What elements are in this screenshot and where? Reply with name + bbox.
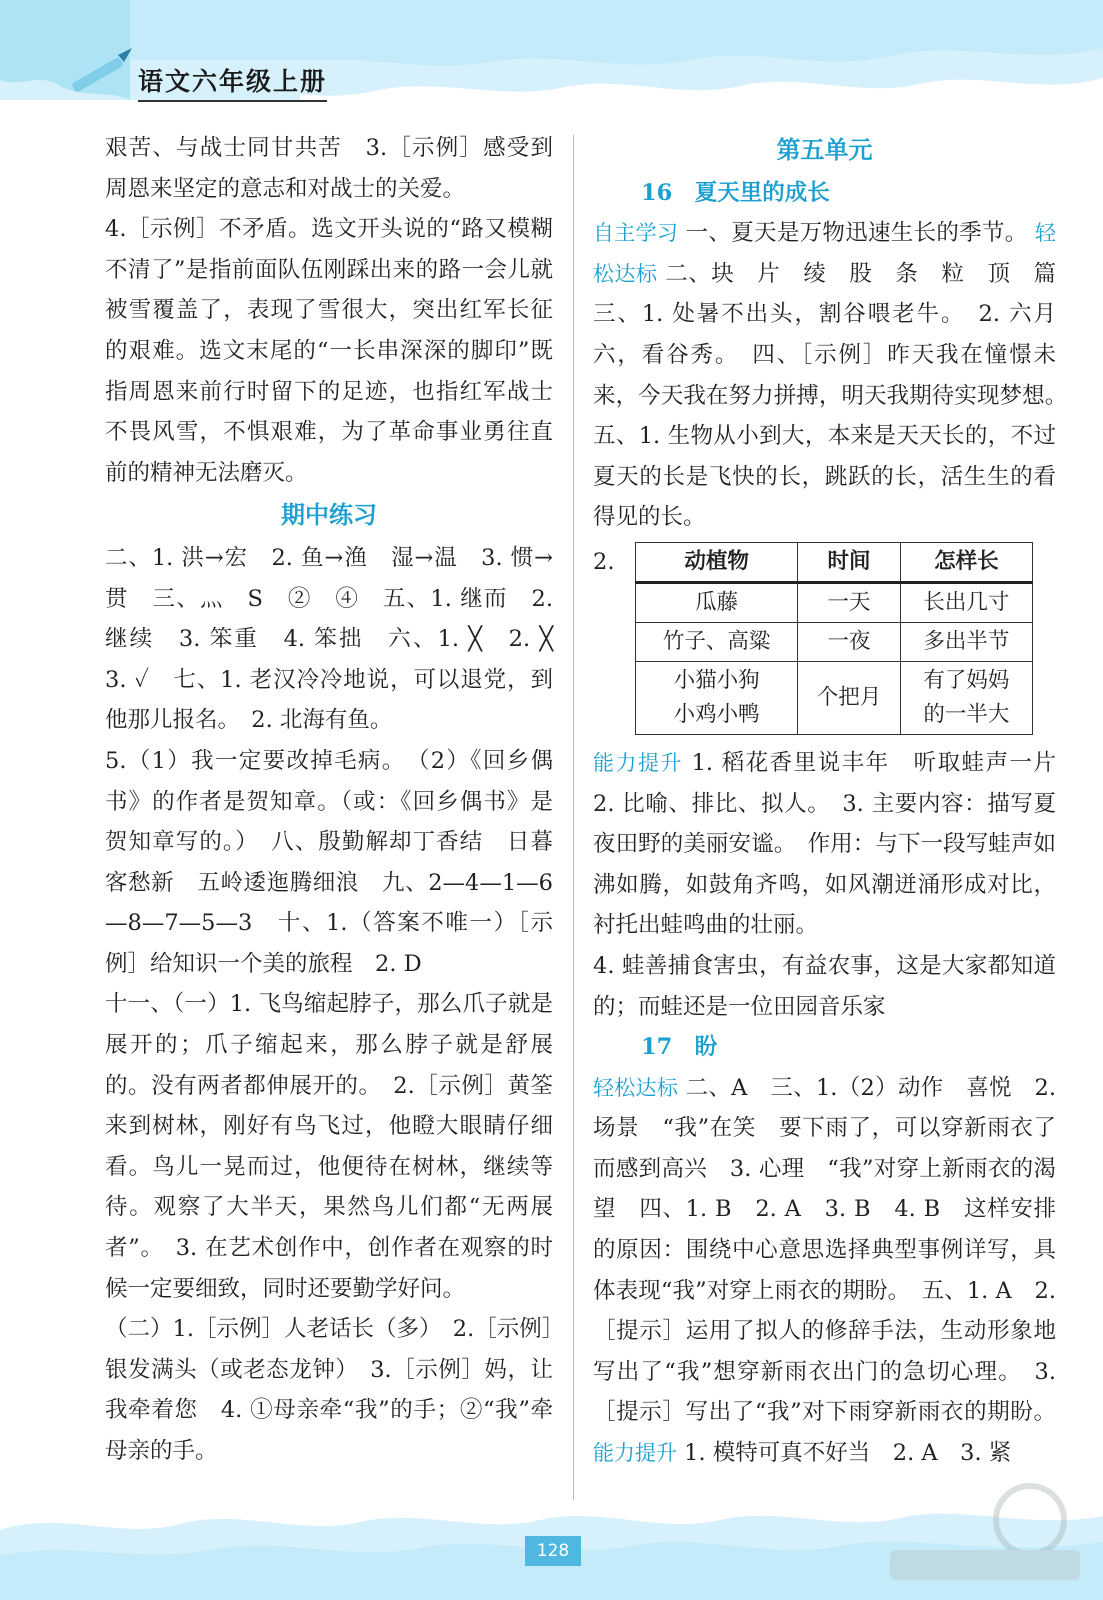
lesson-title: 16 夏天里的成长 — [641, 179, 830, 206]
answer-paragraph: 能力提升 1. 稻花香里说丰年 听取蛙声一片 2. 比喻、排比、拟人。 3. 主要内容：描写夏夜田野的美丽安谧。 作用：与下一段写蛙声如沸如腾，如鼓角齐鸣，如风潮迸涌形成对比，衬托出蛙鸣曲的壮丽。 — [593, 749, 1079, 939]
book-title: 语文六年级上册 — [138, 62, 327, 102]
table-header: 怎样长 — [900, 542, 1032, 582]
table-row: 竹子、高粱 一夜 多出半节 — [636, 622, 1033, 661]
left-column — [105, 128, 576, 1472]
answer-paragraph: 二、1. 洪→宏 2. 鱼→渔 湿→温 3. 惯→贯 三、灬 S ② ④ 五、1. 继而 2. 继续 3. 笨重 4. 笨拙 六、1. ╳ 2. ╳ 3. ✓ 七、1. 老汉冷冷地说，可以退党，到他那儿报名。 2. 北海有鱼。 — [105, 544, 576, 734]
tag-easy-target: 轻松达标 — [593, 1075, 679, 1100]
table-header: 时间 — [798, 542, 900, 582]
question-number: 2. — [593, 548, 615, 575]
page-number: 128 — [525, 1536, 581, 1566]
right-column — [593, 128, 1079, 1474]
table-header: 动植物 — [636, 542, 798, 582]
answer-paragraph: 十一、（一）1. 飞鸟缩起脖子，那么爪子就是展开的；爪子缩起来，那么脖子就是舒展的。没有两者都伸展开的。 2.［示例］黄筌来到树林，刚好有鸟飞过，他瞪大眼睛仔细看。鸟儿一晃而过，他便待在树林，继续等待。观察了大半天，果然鸟儿们都“无两展者”。 3. 在艺术创作中，创作者在观察的时候一定要细致，同时还要勤学好问。 — [105, 991, 553, 1302]
lesson-title: 17 盼 — [641, 1034, 718, 1061]
section-title: 期中练习 — [281, 500, 377, 530]
tag-self-study: 自主学习 — [593, 221, 679, 246]
answer-paragraph: 4.［示例］不矛盾。选文开头说的“路又模糊不清了”是指前面队伍刚踩出来的路一会儿就被雪覆盖了，表现了雪很大，突出红军长征的艰难。选文末尾的“一长串深深的脚印”既指周恩来前行时留下的足迹，也指红军战士不畏风雪，不惧艰难，为了革命事业勇往直前的精神无法磨灭。 — [105, 216, 553, 486]
growth-table — [635, 542, 1033, 735]
growth-table-block — [593, 542, 1056, 735]
answer-paragraph: 轻松达标 二、A 三、1.（2）动作 喜悦 2. 场景 “我”在笑 要下雨了，可以穿新雨衣了而感到高兴 3. 心理 “我”对穿上新雨衣的渴望 四、1. B 2. A 3. B 4. B 这样安排的原因：围绕中心意思选择典型事例详写，具体表现“我”对穿上雨衣的期盼。 五、1. A 2.［提示］运用了拟人的修辞手法，生动形象地写出了“我”想穿新雨衣出门的急切心理。 3.［提示］写出了“我”对下雨穿新雨衣的期盼。 能力提升 1. 模特可真不好当 2. A 3. 紧 — [593, 1074, 1057, 1467]
answer-paragraph: 艰苦、与战士同甘共苦 3.［示例］感受到周恩来坚定的意志和对战士的关爱。 — [105, 135, 553, 202]
answer-paragraph: （二）1.［示例］人老话长（多） 2.［示例］银发满头（或老态龙钟） 3.［示例］妈，让我牵着您 4. ①母亲牵“我”的手；②“我”牵母亲的手。 — [105, 1316, 553, 1464]
tag-easy-target: 轻松达标 — [593, 221, 1057, 286]
column-divider — [573, 135, 574, 1500]
answer-paragraph: 5.（1）我一定要改掉毛病。 （2）《回乡偶书》的作者是贺知章。（或：《回乡偶书》是贺知章写的。） 八、殷勤解却丁香结 日暮客愁新 五岭逶迤腾细浪 九、2—4—1—6—8—7—5—3 十、1.（答案不唯一）［示例］给知识一个美的旅程 2. D — [105, 747, 553, 977]
tag-ability: 能力提升 — [593, 750, 683, 775]
unit-title: 第五单元 — [776, 135, 873, 164]
table-row: 小猫小狗 小鸡小鸭 个把月 有了妈妈 的一半大 — [636, 661, 1033, 734]
answer-paragraph: 自主学习 一、夏天是万物迅速生长的季节。 轻松达标 二、块 片 绫 股 条 粒 顶 篇 三、1. 处暑不出头，割谷喂老牛。 2. 六月六，看谷秀。 四、［示例］昨天我在憧憬未来，今天我在努力拼搏，明天我期待实现梦想。 五、1. 生物从小到大，本来是天天长的，不过夏天的长是飞快的长，跳跃的长，活生生的看得见的长。 — [593, 220, 1079, 531]
watermark-logo — [880, 1480, 1090, 1590]
table-row: 瓜藤 一天 长出几寸 — [636, 582, 1033, 622]
answer-paragraph: 4. 蛙善捕食害虫，有益农事，这是大家都知道的；而蛙还是一位田园音乐家 — [593, 952, 1056, 1020]
